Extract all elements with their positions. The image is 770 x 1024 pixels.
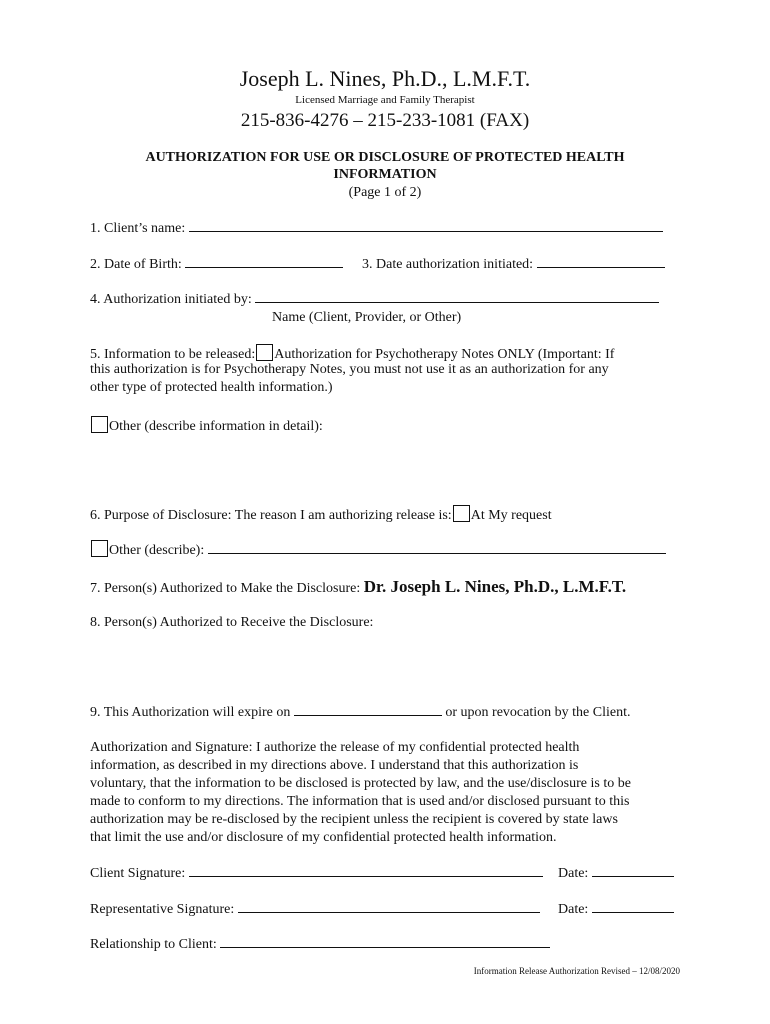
- my-request-checkbox[interactable]: [453, 505, 470, 522]
- rep-signature-field[interactable]: [238, 901, 540, 913]
- client-signature-row: [90, 865, 543, 882]
- info-other-checkbox[interactable]: [91, 416, 108, 433]
- practitioner-subtitle: Licensed Marriage and Family Therapist: [295, 94, 475, 106]
- practitioner-name: Joseph L. Nines, Ph.D., L.M.F.T.: [239, 66, 531, 91]
- relationship-row: [90, 936, 550, 953]
- date-initiated-row: [362, 256, 665, 273]
- form-title-line2: INFORMATION: [333, 167, 437, 182]
- client-name-label: 1. Client’s name:: [90, 221, 186, 236]
- initiated-by-label: 4. Authorization initiated by:: [90, 292, 252, 307]
- rep-signature-row: [90, 901, 540, 918]
- client-date-label: Date:: [558, 866, 589, 881]
- date-initiated-field[interactable]: [537, 256, 665, 268]
- rep-date-row: [558, 901, 674, 918]
- initiated-by-field[interactable]: [255, 291, 659, 303]
- psychotherapy-notes-label: Authorization for Psychotherapy Notes ONLY (Important: If: [274, 347, 615, 362]
- initiated-by-caption: Name (Client, Provider, or Other): [272, 310, 462, 325]
- rep-date-field[interactable]: [592, 901, 674, 913]
- dob-label: 2. Date of Birth:: [90, 257, 182, 272]
- authorization-line-3: voluntary, that the information to be disclosed is protected by law, and the use/disclosure is to be: [90, 776, 631, 791]
- expire-row: [90, 704, 630, 721]
- client-name-row: [90, 220, 663, 237]
- client-signature-field[interactable]: [189, 865, 543, 877]
- footer-revision: Information Release Authorization Revised – 12/08/2020: [473, 966, 680, 976]
- dob-row: [90, 256, 343, 273]
- client-date-row: [558, 865, 674, 882]
- form-title-line1: AUTHORIZATION FOR USE OR DISCLOSURE OF PROTECTED HEALTH: [145, 150, 625, 165]
- authorization-line-2: information, as described in my directions above. I understand that this authorization is: [90, 758, 579, 773]
- info-other-label: Other (describe information in detail):: [109, 419, 323, 434]
- date-initiated-label: 3. Date authorization initiated:: [362, 257, 534, 272]
- info-other-row: [90, 416, 323, 435]
- client-date-field[interactable]: [592, 865, 674, 877]
- authorized-receive-label: 8. Person(s) Authorized to Receive the Disclosure:: [90, 615, 374, 630]
- purpose-other-row: [90, 540, 666, 559]
- authorization-line-4: made to conform to my directions. The information that is used and/or disclosed pursuant to this: [90, 794, 630, 809]
- info-released-line2: this authorization is for Psychotherapy Notes, you must not use it as an authorization for any: [90, 362, 609, 377]
- relationship-field[interactable]: [220, 936, 550, 948]
- dob-field[interactable]: [185, 256, 343, 268]
- psychotherapy-notes-checkbox[interactable]: [256, 344, 273, 361]
- purpose-other-field[interactable]: [208, 542, 666, 554]
- client-name-field[interactable]: [189, 220, 663, 232]
- purpose-other-label: Other (describe):: [109, 543, 205, 558]
- authorization-line-6: that limit the use and/or disclosure of my confidential protected health information.: [90, 830, 557, 845]
- expire-suffix: or upon revocation by the Client.: [445, 705, 631, 720]
- my-request-label: At My request: [470, 508, 552, 523]
- authorized-make-row: [90, 577, 626, 597]
- page-indicator: (Page 1 of 2): [348, 185, 422, 200]
- purpose-other-checkbox[interactable]: [91, 540, 108, 557]
- info-released-label: 5. Information to be released:: [90, 347, 256, 362]
- info-released-row: [90, 344, 614, 363]
- phone-fax: 215-836-4276 – 215-233-1081 (FAX): [240, 110, 530, 131]
- purpose-label: 6. Purpose of Disclosure: The reason I am authorizing release is:: [90, 508, 452, 523]
- authorized-make-label: 7. Person(s) Authorized to Make the Disclosure:: [90, 581, 361, 596]
- rep-signature-label: Representative Signature:: [90, 902, 235, 917]
- purpose-row: [90, 505, 552, 524]
- info-released-line3: other type of protected health information.): [90, 380, 333, 395]
- expire-label: 9. This Authorization will expire on: [90, 705, 291, 720]
- initiated-by-row: [90, 291, 659, 308]
- client-signature-label: Client Signature:: [90, 866, 186, 881]
- expire-date-field[interactable]: [294, 704, 442, 716]
- authorization-line-1: Authorization and Signature: I authorize the release of my confidential protected health: [90, 740, 580, 755]
- authorized-make-value: Dr. Joseph L. Nines, Ph.D., L.M.F.T.: [363, 577, 627, 596]
- authorization-line-5: authorization may be re-disclosed by the recipient unless the recipient is covered by state laws: [90, 812, 618, 827]
- relationship-label: Relationship to Client:: [90, 937, 217, 952]
- rep-date-label: Date:: [558, 902, 589, 917]
